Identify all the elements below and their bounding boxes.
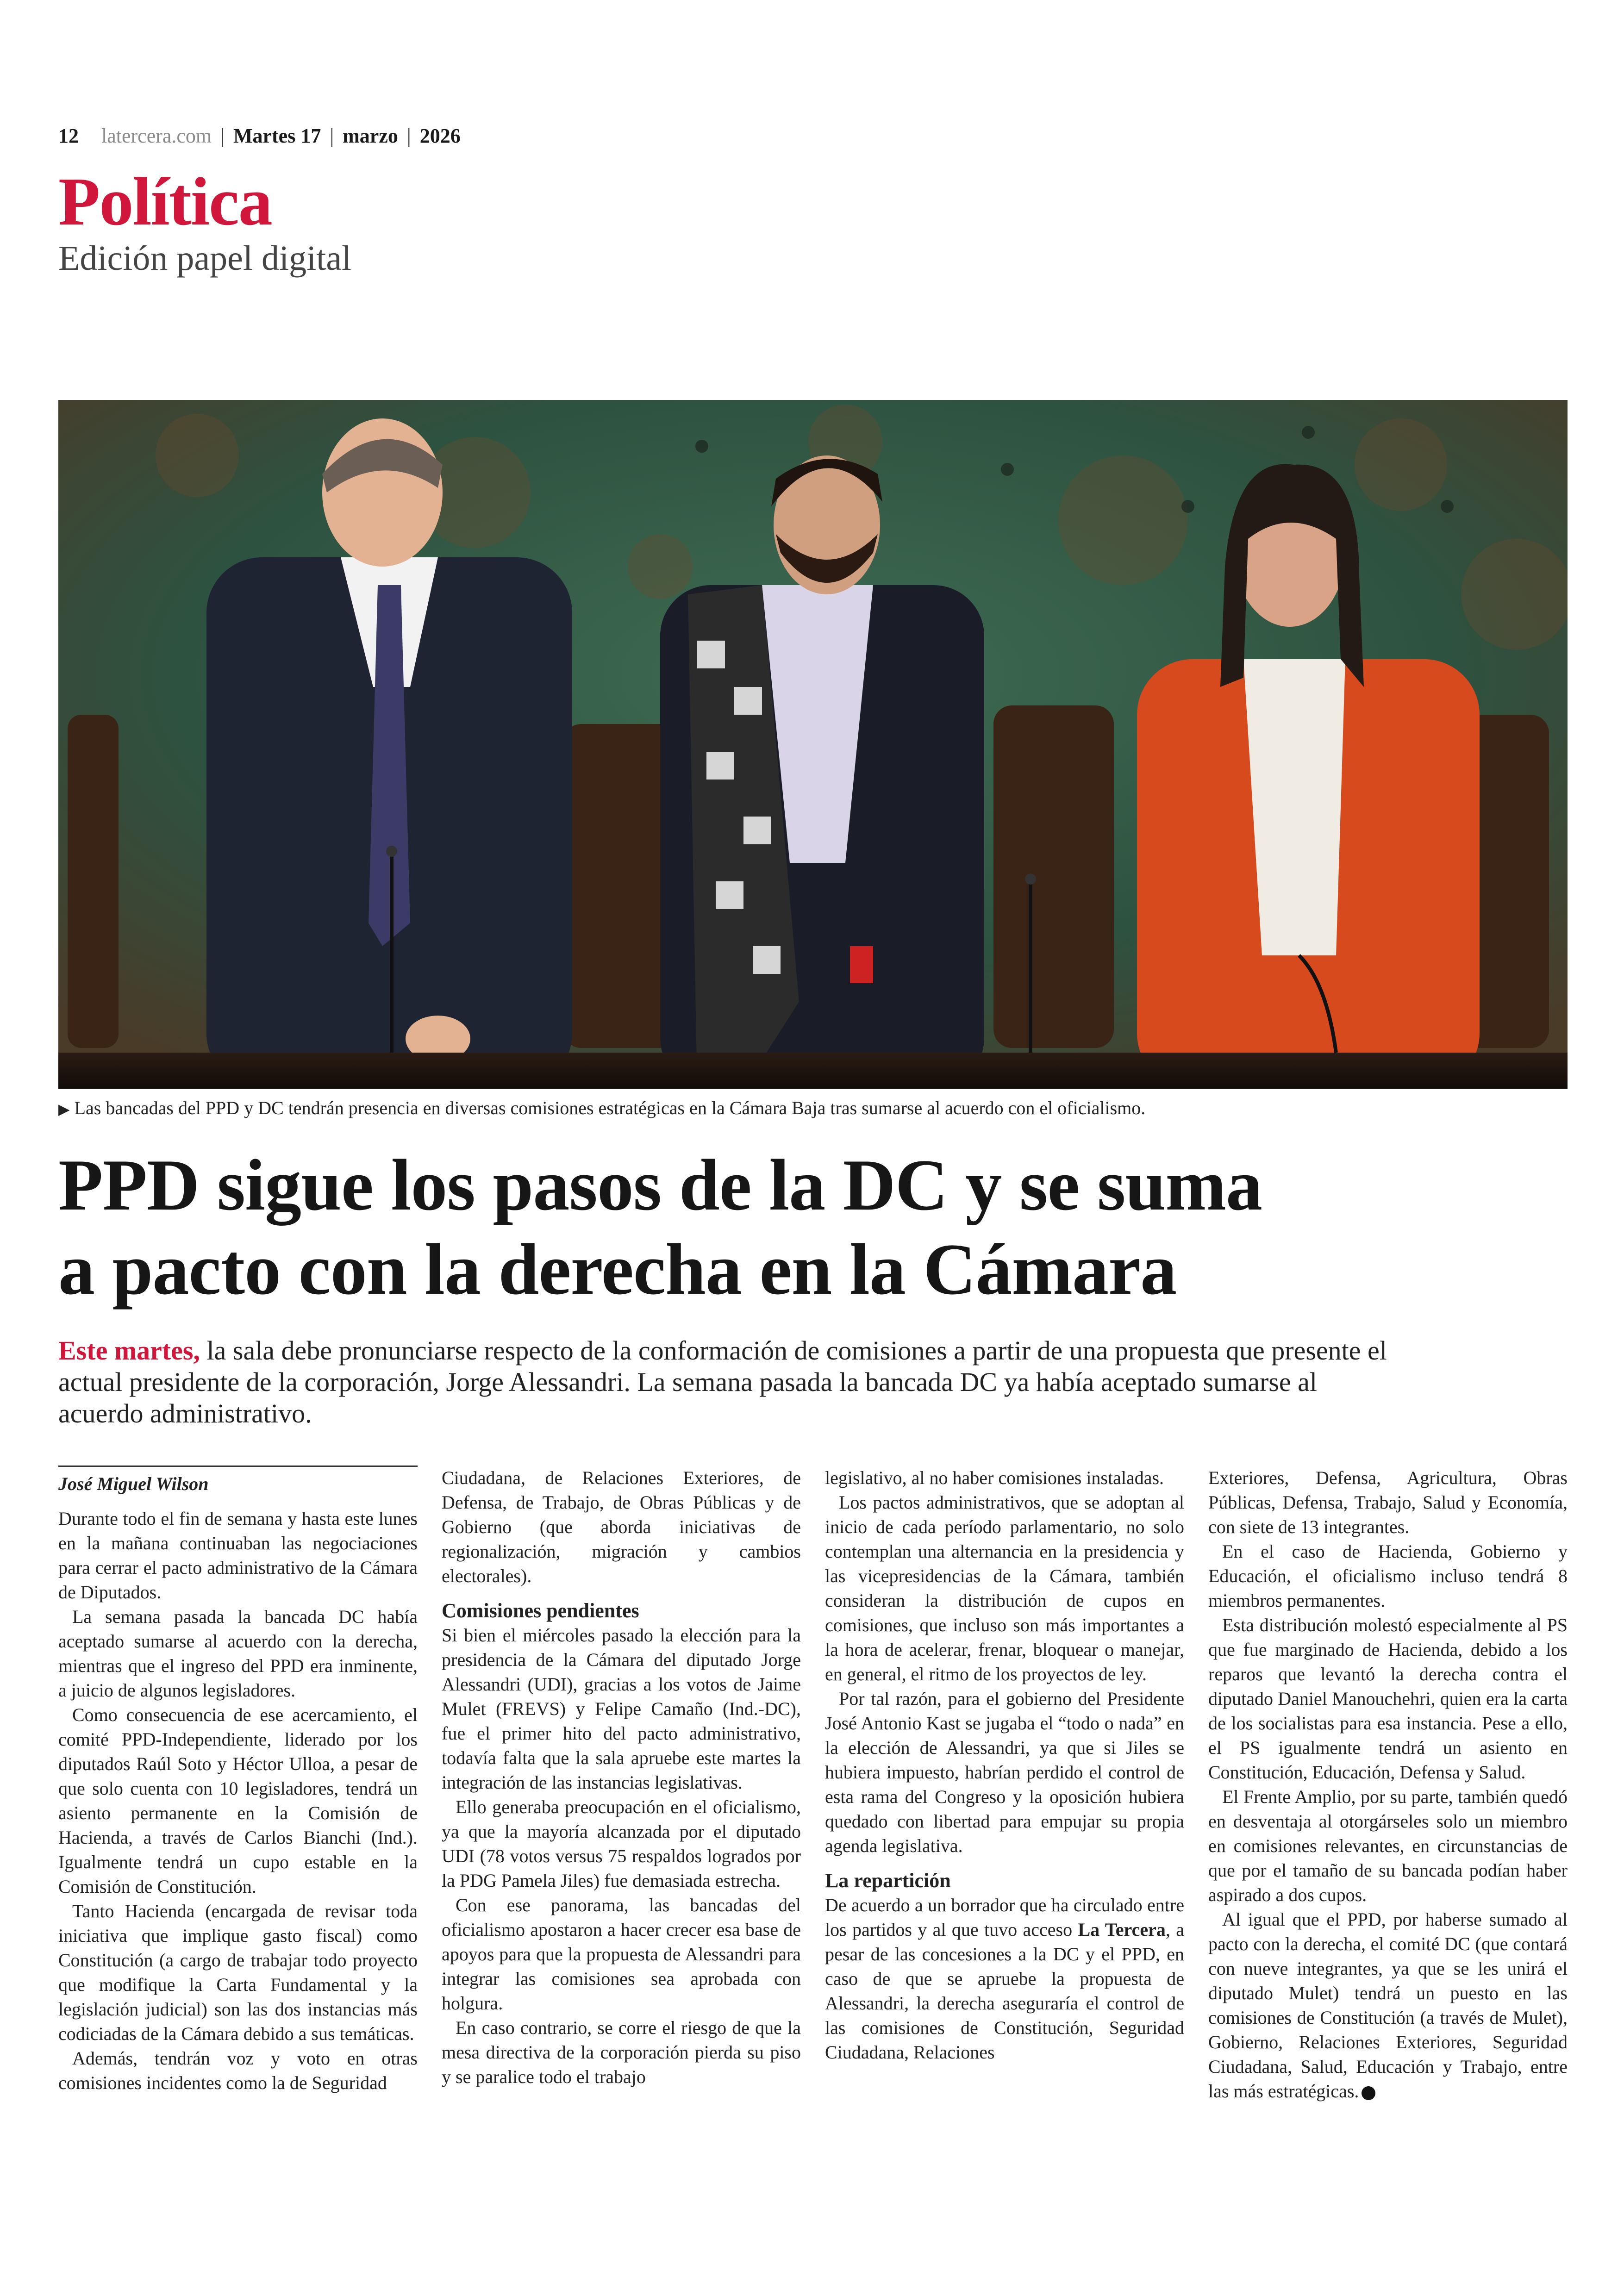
paragraph: Esta distribución molestó especialmente al PS que fue marginado de Hacienda, debido a los reparos que levantó la derecha contra el diputado Daniel Manouchehri, quien era la carta de los socialistas para esa instancia. Pese a ello, el PS igualmente tendrá un asiento en Constitución, Educación, Defensa y Salud. bbox=[1208, 1615, 1568, 1783]
article-column-2 bbox=[442, 1466, 801, 2089]
paragraph: El Frente Amplio, por su parte, también quedó en desventaja al otorgárseles solo un miembro en comisiones relevantes, en circunstancias de que por el tamaño de su bancada podían haber aspirado a dos cupos. bbox=[1208, 1786, 1568, 1905]
article-column-4 bbox=[1208, 1466, 1568, 2103]
section-subtitle: Edición papel digital bbox=[58, 239, 352, 278]
news-photo bbox=[58, 400, 1568, 1089]
text-run: , a pesar de las concesiones a la DC y el PPD, en caso de que se apruebe la propuesta de Alessandri, la derecha aseguraría el control de las comisiones de Constitución, Seguridad Ciudadana, Relaciones bbox=[825, 1919, 1184, 2063]
headline bbox=[58, 1143, 1568, 1312]
site-name[interactable]: latercera.com bbox=[101, 125, 212, 147]
text-run: Al igual que el PPD, por haberse sumado al pacto con la derecha, el comité DC (que contará con nueve integrantes, ya que se les unirá el diputado Mulet) tendrá un puesto en las comisiones de Constitución (a través de Mulet), Gobierno, Relaciones Exteriores, Seguridad Ciudadana, Salud, Educación y Trabajo, entre las más estratégicas. bbox=[1208, 1909, 1568, 2102]
paragraph: Con ese panorama, las bancadas del oficialismo apostaron a hacer crecer esa base de apoyos para que la propuesta de Alessandri para integrar las comisiones sea aprobada con holgura. bbox=[442, 1895, 801, 2014]
paragraph-continued: Exteriores, Defensa, Agricultura, Obras Públicas, Defensa, Trabajo, Salud y Economía, con siete de 13 integrantes. bbox=[1208, 1467, 1568, 1537]
newspaper-name: La Tercera bbox=[1078, 1919, 1166, 1940]
date-year: 2026 bbox=[419, 125, 461, 147]
paragraph: Por tal razón, para el gobierno del Presidente José Antonio Kast se jugaba el “todo o nada” en la elección de Alessandri, ya que si Jiles se hubiera impuesto, habrían perdido el control de esta rama del Congreso y la oposición hubiera quedado con libertad para empujar su propia agenda legislativa. bbox=[825, 1688, 1184, 1856]
separator: | bbox=[330, 125, 334, 147]
separator: | bbox=[406, 125, 411, 147]
paragraph: La semana pasada la bancada DC había aceptado sumarse al acuerdo con la derecha, mientras que el ingreso del PPD era inminente, a juicio de algunos legisladores. bbox=[58, 1606, 418, 1701]
paragraph bbox=[1208, 1907, 1568, 2103]
photo-illustration bbox=[58, 400, 1568, 1089]
paragraph: Durante todo el fin de semana y hasta este lunes en la mañana continuaban las negociaciones para cerrar el pacto administrativo de la Cámara de Diputados. bbox=[58, 1508, 418, 1603]
paragraph-continued: legislativo, al no haber comisiones instaladas. bbox=[825, 1467, 1164, 1488]
caption-arrow-icon: ▶ bbox=[58, 1101, 70, 1117]
paragraph: Tanto Hacienda (encargada de revisar toda iniciativa que implique gasto fiscal) como Constitución (a cargo de trabajar todo proyecto que modifique la Carta Fundamental y la legislación judicial) son las dos instancias más codiciadas de la Cámara debido a sus temáticas. bbox=[58, 1901, 418, 2044]
paragraph-continued: Ciudadana, de Relaciones Exteriores, de Defensa, de Trabajo, de Obras Públicas y de Gobierno (que aborda iniciativas de regionalización, migración y cambios electorales). bbox=[442, 1467, 801, 1586]
photo-caption bbox=[58, 1097, 1145, 1119]
paragraph: Si bien el miércoles pasado la elección para la presidencia de la Cámara del diputado Jorge Alessandri (UDI), gracias a los votos de Jaime Mulet (FREVS) y Felipe Camaño (Ind.-DC), fue el primer hito del pacto administrativo, todavía falta que la sala apruebe este martes la integración de las instancias legislativas. bbox=[442, 1625, 801, 1793]
date-month: marzo bbox=[343, 125, 398, 147]
article-column-1 bbox=[58, 1466, 418, 2095]
subheading: La repartición bbox=[825, 1869, 951, 1892]
paragraph: Como consecuencia de ese acercamiento, el comité PPD-Independiente, liderado por los diputados Raúl Soto y Héctor Ulloa, a pesar de que solo cuenta con 10 legisladores, tendrá un asiento permanente en la Comisión de Hacienda, a través de Carlos Bianchi (Ind.). Igualmente tendrá un cupo estable en la Comisión de Constitución. bbox=[58, 1704, 418, 1897]
separator: | bbox=[220, 125, 225, 147]
headline-line-1: PPD sigue los pasos de la DC y se suma bbox=[58, 1145, 1262, 1226]
headline-line-2: a pacto con la derecha en la Cámara bbox=[58, 1229, 1177, 1310]
caption-text: Las bancadas del PPD y DC tendrán presencia en diversas comisiones estratégicas en la Cámara Baja tras sumarse al acuerdo con el oficialismo. bbox=[74, 1098, 1146, 1118]
date-weekday-day: Martes 17 bbox=[233, 125, 321, 147]
lede-text: la sala debe pronunciarse respecto de la conformación de comisiones a partir de una propuesta que presente el actual presidente de la corporación, Jorge Alessandri. La semana pasada la bancada DC ya había aceptado sumarse al acuerdo administrativo. bbox=[58, 1335, 1387, 1428]
paragraph bbox=[825, 1893, 1184, 2064]
article-column-3 bbox=[825, 1466, 1184, 2064]
byline: José Miguel Wilson bbox=[58, 1466, 418, 1496]
paragraph: Los pactos administrativos, que se adoptan al inicio de cada período parlamentario, no solo contemplan una alternancia en la presidencia y las vicepresidencias de la Cámara, también consideran la distribución de cupos en comisiones, que incluso son más importantes a la hora de acelerar, frenar, bloquear o manejar, en general, el ritmo de los proyectos de ley. bbox=[825, 1492, 1184, 1684]
subheading: Comisiones pendientes bbox=[442, 1599, 639, 1622]
paragraph: Además, tendrán voz y voto en otras comisiones incidentes como la de Seguridad bbox=[58, 2048, 418, 2093]
paragraph: Ello generaba preocupación en el oficialismo, ya que la mayoría alcanzada por el diputado UDI (78 votos versus 75 respaldos logrados por la PDG Pamela Jiles) fue demasiada estrecha. bbox=[442, 1796, 801, 1891]
page-number: 12 bbox=[58, 125, 79, 147]
paragraph: En el caso de Hacienda, Gobierno y Educación, el oficialismo incluso tendrá 8 miembros permanentes. bbox=[1208, 1541, 1568, 1611]
page-header bbox=[58, 124, 461, 148]
lede-lead-in: Este martes, bbox=[58, 1335, 200, 1366]
lede bbox=[58, 1335, 1401, 1429]
paragraph: En caso contrario, se corre el riesgo de que la mesa directiva de la corporación pierda su piso y se paralice todo el trabajo bbox=[442, 2017, 801, 2087]
text-run: De acuerdo a un borrador que ha circulado entre los partidos y al que tuvo acceso bbox=[825, 1895, 1184, 1940]
end-mark-icon bbox=[1362, 2086, 1375, 2100]
section-title: Política bbox=[58, 164, 272, 240]
